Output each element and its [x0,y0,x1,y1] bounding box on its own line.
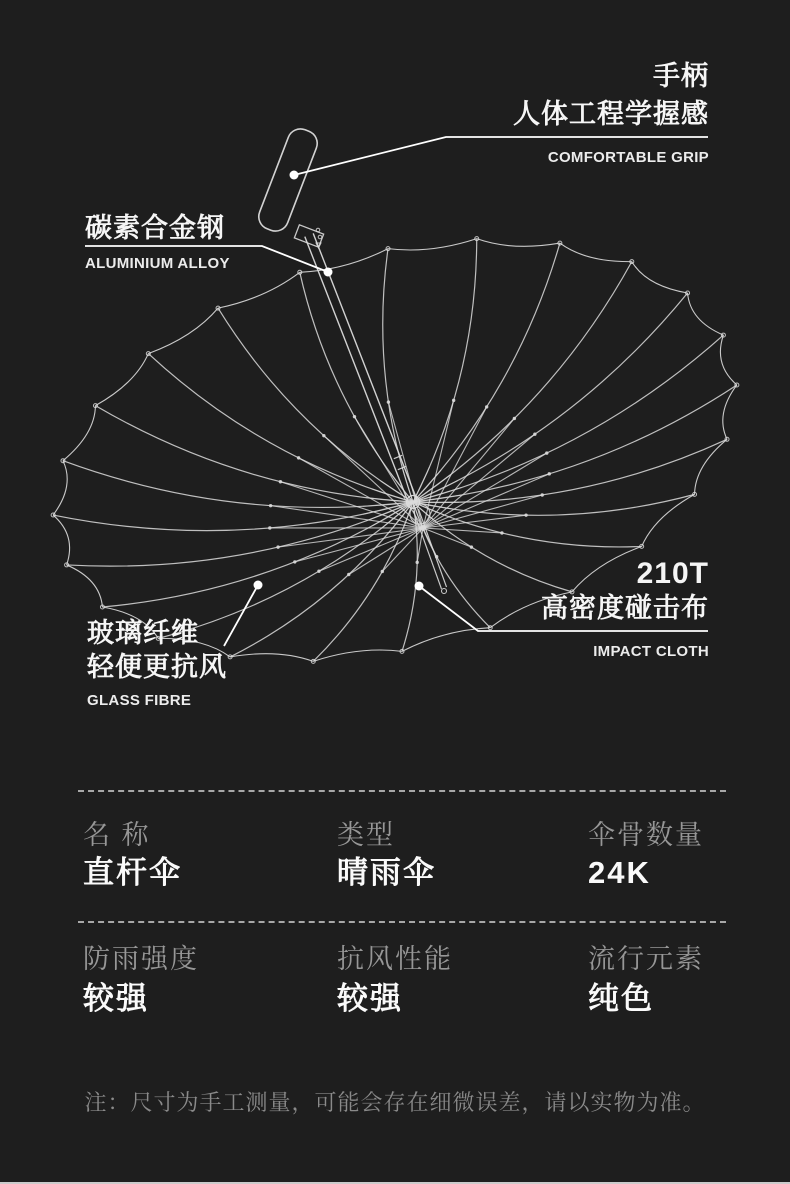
divider-middle [78,921,726,923]
callout-ribs-title [87,616,227,684]
spec-rain-label: 防雨强度 [83,944,199,974]
spec-style-value: 纯色 [588,981,654,1016]
callout-ribs-line2: 轻便更抗风 [87,652,227,682]
spec-rain-value: 较强 [83,981,149,1016]
spec-ribcount-label: 伞骨数量 [588,820,704,850]
callout-fabric-subtitle: IMPACT CLOTH [593,643,709,660]
spec-type-value: 晴雨伞 [337,855,436,890]
spec-style-label: 流行元素 [588,944,704,974]
callout-handle-title [513,57,709,133]
spec-type-label: 类型 [337,820,395,850]
spec-name-label: 名 称 [83,820,151,850]
callout-ribs-line1: 玻璃纤维 [87,618,199,648]
callout-handle-line1: 手柄 [653,61,709,91]
spec-wind-label: 抗风性能 [337,944,453,974]
callout-handle-subtitle: COMFORTABLE GRIP [547,149,709,166]
callout-shaft-subtitle: ALUMINIUM ALLOY [85,255,230,272]
callout-fabric-value: 210T [636,557,709,590]
callout-shaft-title: 碳素合金钢 [85,213,225,243]
callout-fabric-title: 高密度碰击布 [541,593,709,623]
callout-handle-line2: 人体工程学握感 [513,99,709,129]
spec-wind-value: 较强 [337,981,403,1016]
measurement-footnote: 注：尺寸为手工测量，可能会存在细微误差，请以实物为准。 [84,1090,706,1115]
divider-top [78,790,726,792]
spec-ribcount-value: 24K [588,855,651,890]
spec-name-value: 直杆伞 [83,855,182,890]
callout-ribs-subtitle: GLASS FIBRE [87,692,192,709]
